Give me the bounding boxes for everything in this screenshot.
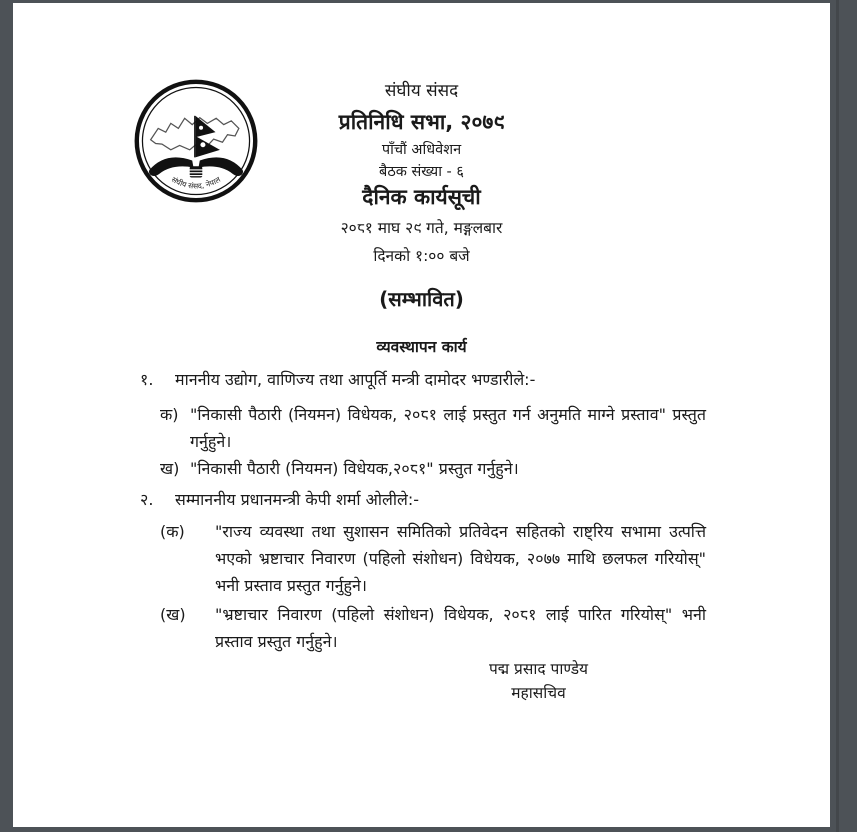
meeting-number: बैठक संख्या - ६	[379, 164, 464, 180]
agenda-subitem	[160, 601, 706, 655]
agenda-subitem	[160, 401, 706, 455]
subitem-label: (क)	[160, 522, 185, 541]
org-name: संघीय संसद	[384, 81, 459, 101]
subitem-text: "भ्रष्टाचार निवारण (पहिलो संशोधन) विधेयक, २०८१ लाई पारित गरियोस्" भनी प्रस्ताव प्रस्तुत गर्नुहुने।	[215, 605, 706, 651]
seal-caption: संघीय संसद, नेपाल	[169, 174, 223, 191]
subitem-label: ख)	[160, 459, 180, 478]
agenda-item	[140, 486, 706, 513]
subitem-text: "निकासी पैठारी (नियमन) विधेयक, २०८१ लाई प्रस्तुत गर्न अनुमति माग्ने प्रस्ताव" प्रस्तुत गर्नुहुने।	[190, 405, 706, 451]
viewer-right-divider	[836, 0, 839, 832]
assembly-title: प्रतिनिधि सभा, २०७९	[338, 110, 505, 134]
agenda-subitem	[160, 518, 706, 599]
agenda-subitem	[160, 455, 706, 482]
document-title: दैनिक कार्यसूची	[362, 185, 481, 209]
item-text: सम्माननीय प्रधानमन्त्री केपी शर्मा ओलीले:-	[175, 490, 420, 509]
tentative-label: (सम्भावित)	[379, 287, 464, 311]
time-line: दिनको १:०० बजे	[373, 247, 470, 265]
signature-block	[489, 657, 588, 705]
federal-parliament-seal-icon	[133, 77, 259, 205]
signatory-name: पद्म प्रसाद पाण्डेय	[488, 660, 588, 678]
signatory-title: महासचिव	[511, 684, 566, 702]
item-number: २.	[140, 490, 154, 509]
subitem-label: (ख)	[160, 605, 186, 624]
agenda-item	[140, 366, 706, 393]
agenda-content	[140, 366, 706, 705]
subitem-text: "निकासी पैठारी (नियमन) विधेयक,२०८१" प्रस्तुत गर्नुहुने।	[190, 459, 519, 478]
subitem-text: "राज्य व्यवस्था तथा सुशासन समितिको प्रतिवेदन सहितको राष्ट्रिय सभामा उत्पत्ति भएको भ्रष्टाचार निवारण (पहिलो संशोधन) विधेयक, २०७७ माथि छलफल गरियोस्" भनी प्रस्ताव प्रस्तुत गर्नुहुने।	[215, 522, 706, 595]
session-line: पाँचौं अधिवेशन	[381, 142, 462, 158]
date-line: २०८१ माघ २९ गते, मङ्गलबार	[340, 219, 503, 237]
document-page	[13, 3, 830, 827]
subitem-label: क)	[160, 405, 179, 424]
item-text: माननीय उद्योग, वाणिज्य तथा आपूर्ति मन्त्री दामोदर भण्डारीले:-	[175, 370, 536, 389]
item-number: १.	[140, 370, 154, 389]
section-heading: व्यवस्थापन कार्य	[376, 338, 467, 356]
